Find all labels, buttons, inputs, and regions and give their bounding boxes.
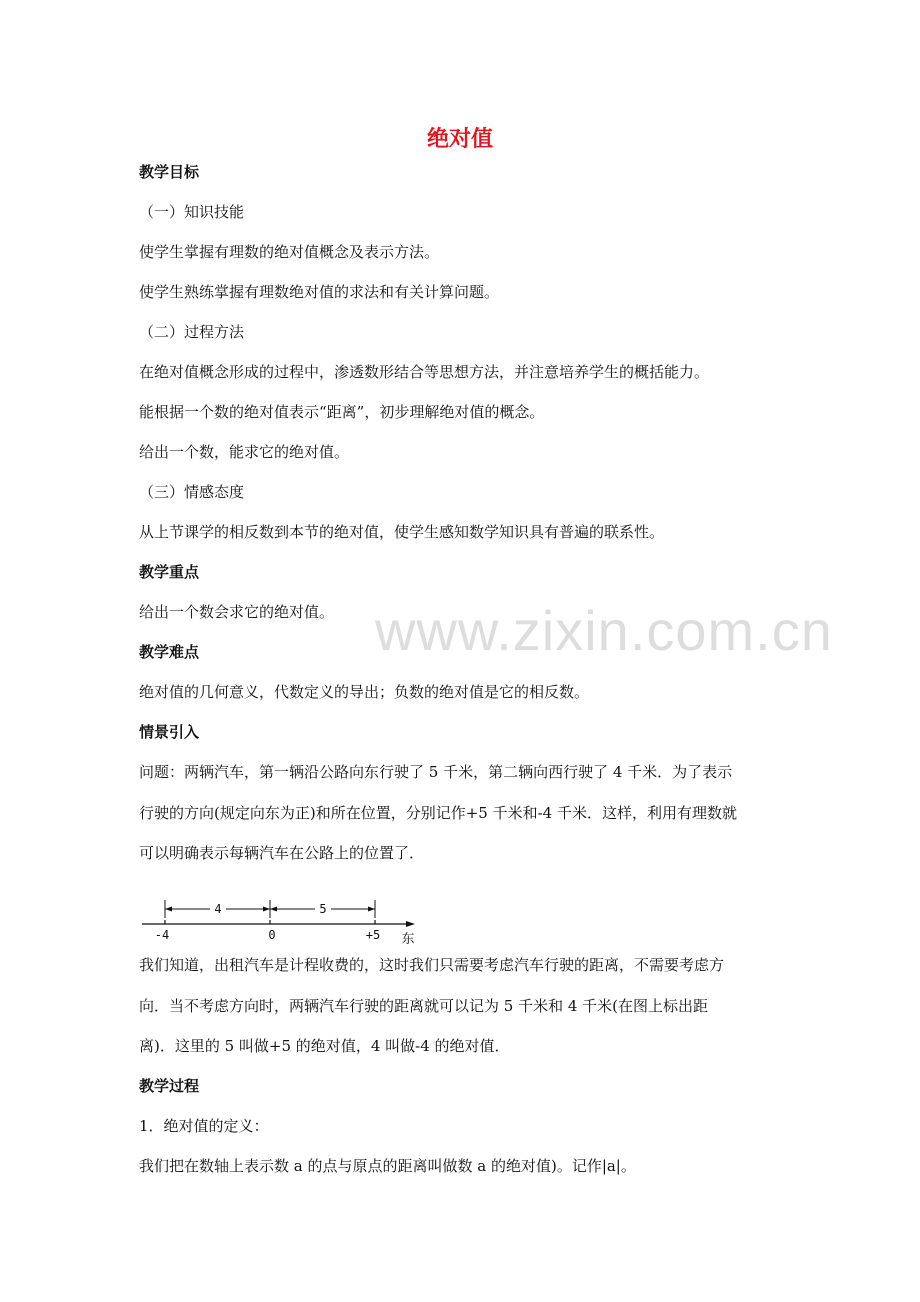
section-heading: 教学难点 [139,643,200,661]
paragraph-line: 能根据一个数的绝对值表示“距离”，初步理解绝对值的概念。 [139,403,545,421]
paragraph-line: 我们把在数轴上表示数 a 的点与原点的距离叫做数 a 的绝对值)。记作|a|。 [139,1157,636,1175]
paragraph-line: 可以明确表示每辆汽车在公路上的位置了． [139,844,425,862]
paragraph-line: 我们知道，出租汽车是计程收费的，这时我们只需要考虑汽车行驶的距离，不需要考虑方 [139,956,725,974]
direction-label: 东 [401,932,415,946]
paragraph-line: 离)．这里的 5 叫做+5 的绝对值，4 叫做-4 的绝对值． [139,1037,510,1055]
paragraph-line: 从上节课学的相反数到本节的绝对值，使学生感知数学知识具有普遍的联系性。 [139,523,665,541]
paragraph-line: 在绝对值概念形成的过程中，渗透数形结合等思想方法，并注意培养学生的概括能力。 [139,363,710,381]
number-line-figure [140,896,430,946]
paragraph-line: 1．绝对值的定义： [139,1117,269,1135]
watermark: www.zixin.com.cn [375,599,833,662]
paragraph-line: （二）过程方法 [139,323,245,341]
paragraph-line: 向．当不考虑方向时，两辆汽车行驶的距离就可以记为 5 千米和 4 千米(在图上标出距 [139,997,709,1015]
paragraph-line: 绝对值的几何意义，代数定义的导出；负数的绝对值是它的相反数。 [139,683,590,701]
tick-label-plus5: +5 [365,928,381,942]
section-heading: 教学目标 [139,163,200,181]
page-title: 绝对值 [426,127,493,152]
tick-label-minus4: -4 [154,928,170,942]
paragraph-line: （一）知识技能 [139,203,245,221]
paragraph-line: 给出一个数，能求它的绝对值。 [139,443,350,461]
section-heading: 情景引入 [139,723,200,741]
section-heading: 教学重点 [139,563,200,581]
paragraph-line: （三）情感态度 [139,483,245,501]
tick-label-0: 0 [268,928,276,942]
paragraph-line: 行驶的方向(规定向东为正)和所在位置，分别记作+5 千米和-4 千米．这样，利用有理数就 [139,804,737,822]
section-heading: 教学过程 [139,1077,200,1095]
paragraph-line: 给出一个数会求它的绝对值。 [139,603,335,621]
segment-label-5: 5 [319,902,327,916]
paragraph-line: 问题：两辆汽车，第一辆沿公路向东行驶了 5 千米，第二辆向西行驶了 4 千米．为了表示 [139,763,733,781]
paragraph-line: 使学生掌握有理数的绝对值概念及表示方法。 [139,243,440,261]
segment-label-4: 4 [214,902,222,916]
paragraph-line: 使学生熟练掌握有理数绝对值的求法和有关计算问题。 [139,283,500,301]
